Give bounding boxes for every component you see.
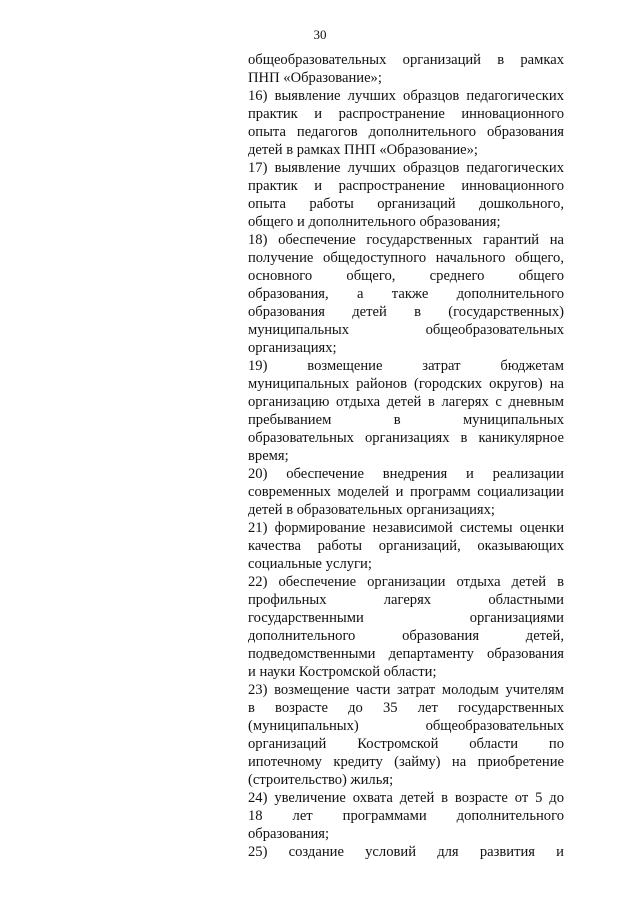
text-line: опыта работы организаций дошкольного,: [248, 196, 564, 212]
text-line: муниципальных общеобразовательных: [248, 322, 564, 338]
text-line: качества работы организаций, оказывающих: [248, 538, 564, 554]
text-line: социальные услуги;: [248, 556, 372, 572]
text-line: и науки Костромской области;: [248, 664, 437, 680]
text-line: 19) возмещение затрат бюджетам: [248, 358, 564, 374]
text-line: общего и дополнительного образования;: [248, 214, 501, 230]
text-line: организациях;: [248, 340, 337, 356]
page-number: 30: [313, 27, 327, 42]
text-line: 18) обеспечение государственных гарантий на: [248, 232, 564, 248]
text-line: государственными организациями: [248, 610, 564, 626]
text-line: общеобразовательных организаций в рамках: [248, 52, 564, 68]
text-line: 21) формирование независимой системы оценки: [248, 520, 564, 536]
text-line: 23) возмещение части затрат молодым учителям: [248, 682, 564, 698]
list-item-paragraph: [248, 519, 564, 573]
text-line: 25) создание условий для развития и: [248, 844, 564, 860]
list-item-paragraph: [248, 87, 564, 159]
text-line: образования, а также дополнительного: [248, 286, 564, 302]
text-line: (муниципальных) общеобразовательных: [248, 718, 564, 734]
list-item-paragraph: [248, 51, 564, 87]
text-line: ПНП «Образование»;: [248, 70, 382, 86]
text-line: время;: [248, 448, 289, 464]
text-line: опыта педагогов дополнительного образования: [248, 124, 564, 140]
text-line: детей в рамках ПНП «Образование»;: [248, 142, 478, 158]
list-item-paragraph: [248, 789, 564, 843]
text-line: пребыванием в муниципальных: [248, 412, 564, 428]
text-line: 22) обеспечение организации отдыха детей в: [248, 574, 564, 590]
list-item-paragraph: [248, 843, 564, 861]
text-line: образования;: [248, 826, 330, 842]
text-line: современных моделей и программ социализации: [248, 484, 564, 500]
list-item-paragraph: [248, 465, 564, 519]
text-line: практик и распространение инновационного: [248, 178, 564, 194]
text-line: профильных лагерях областными: [248, 592, 564, 608]
text-line: в возрасте до 35 лет государственных: [248, 700, 564, 716]
text-line: 24) увеличение охвата детей в возрасте от 5 до: [248, 790, 564, 806]
text-line: получение общедоступного начального общего,: [248, 250, 564, 266]
text-line: детей в образовательных организациях;: [248, 502, 495, 518]
list-item-paragraph: [248, 357, 564, 465]
text-line: дополнительного образования детей,: [248, 628, 564, 644]
list-item-paragraph: [248, 231, 564, 357]
text-line: основного общего, среднего общего: [248, 268, 564, 284]
list-item-paragraph: [248, 159, 564, 231]
list-item-paragraph: [248, 681, 564, 789]
text-line: образования детей в (государственных): [248, 304, 564, 320]
text-line: организацию отдыха детей в лагерях с дневным: [248, 394, 564, 410]
text-line: 17) выявление лучших образцов педагогических: [248, 160, 564, 176]
text-line: (строительство) жилья;: [248, 772, 394, 788]
text-line: 20) обеспечение внедрения и реализации: [248, 466, 564, 482]
document-body: [248, 51, 564, 861]
text-line: образовательных организациях в каникулярное: [248, 430, 564, 446]
text-line: ипотечному кредиту (займу) на приобретение: [248, 754, 564, 770]
text-line: практик и распространение инновационного: [248, 106, 564, 122]
text-line: организаций Костромской области по: [248, 736, 564, 752]
text-line: 16) выявление лучших образцов педагогических: [248, 88, 564, 104]
text-line: подведомственными департаменту образования: [248, 646, 564, 662]
text-line: 18 лет программами дополнительного: [248, 808, 564, 824]
text-line: муниципальных районов (городских округов) на: [248, 376, 564, 392]
list-item-paragraph: [248, 573, 564, 681]
